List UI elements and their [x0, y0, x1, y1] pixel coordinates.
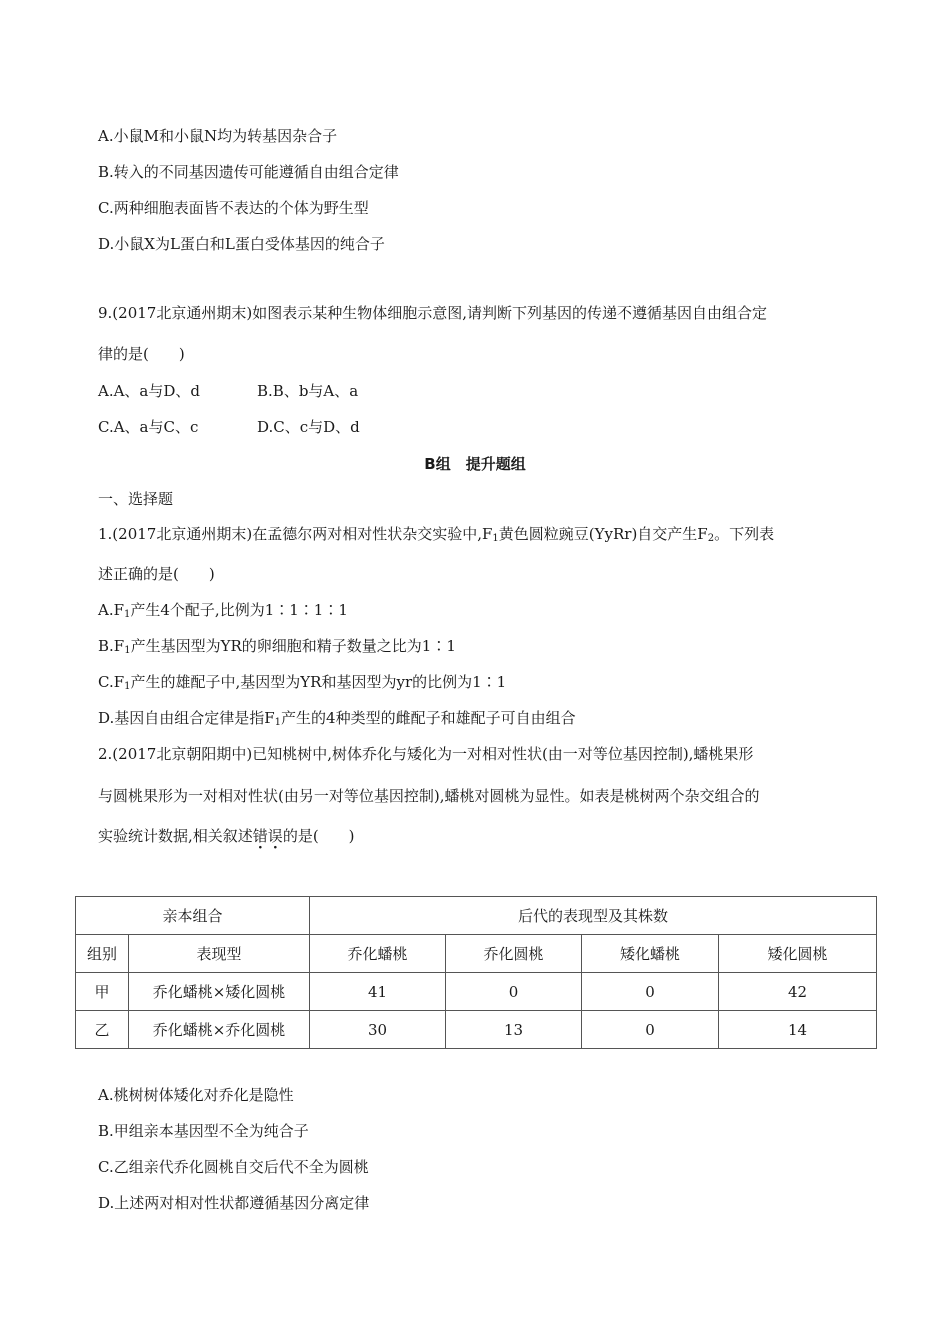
cell-count: 30 — [310, 1011, 446, 1049]
q9-option-b: B.B、b与A、a — [257, 382, 359, 400]
cell-count: 42 — [719, 973, 877, 1011]
col-offspring: 矮化蟠桃 — [582, 935, 719, 973]
cell-count: 14 — [719, 1011, 877, 1049]
q2-stem-line2: 与圆桃果形为一对相对性状(由另一对等位基因控制),蟠桃对圆桃为显性。如表是桃树两个杂交组合的 — [98, 787, 760, 805]
q2-stem-line1: 2.(2017北京朝阳期中)已知桃树中,树体乔化与矮化为一对相对性状(由一对等位基因控制),蟠桃果形 — [98, 745, 754, 763]
cell-count: 41 — [310, 973, 446, 1011]
q8-option-c: C.两种细胞表面皆不表达的个体为野生型 — [98, 199, 369, 217]
q9-option-a: A.A、a与D、d — [98, 382, 201, 400]
cell-count: 0 — [446, 973, 582, 1011]
q8-option-d: D.小鼠X为L蛋白和L蛋白受体基因的纯合子 — [98, 235, 385, 253]
q2-stem-line3: 实验统计数据,相关叙述错误的是( ) — [98, 827, 355, 845]
header-parent-combination: 亲本组合 — [76, 897, 310, 935]
col-offspring: 乔化圆桃 — [446, 935, 582, 973]
q1-stem-line2: 述正确的是( ) — [98, 565, 215, 583]
cell-group: 乙 — [76, 1011, 129, 1049]
col-offspring: 矮化圆桃 — [719, 935, 877, 973]
q1-option-c: $C.F_1$产生的雄配子中,基因型为YR和基因型为yr的比例为1∶1 — [98, 673, 507, 692]
col-phenotype: 表现型 — [129, 935, 310, 973]
col-offspring: 乔化蟠桃 — [310, 935, 446, 973]
q8-option-a: A.小鼠M和小鼠N均为转基因杂合子 — [98, 127, 338, 145]
q9-option-d: D.C、c与D、d — [257, 418, 360, 436]
q1-option-b: $B.F_1$产生基因型为YR的卵细胞和精子数量之比为1∶1 — [98, 637, 456, 656]
cell-cross: 乔化蟠桃×矮化圆桃 — [129, 973, 310, 1011]
q2-option-c: C.乙组亲代乔化圆桃自交后代不全为圆桃 — [98, 1158, 369, 1176]
cell-group: 甲 — [76, 973, 129, 1011]
q9-stem-line2: 律的是( ) — [98, 345, 185, 363]
table-row — [76, 1011, 877, 1049]
q9-stem-line1: 9.(2017北京通州期末)如图表示某种生物体细胞示意图,请判断下列基因的传递不遵循基因自由组合定 — [98, 304, 767, 322]
section-title: 一、选择题 — [98, 490, 174, 508]
emphasis-char: 错 — [252, 827, 268, 845]
q1-stem-line1: 1.(2017北京通州期末)在孟德尔两对相对性状杂交实验中$,F_1$黄色圆粒豌豆(YyRr)自交产生$F_2$。下列表 — [98, 525, 775, 544]
q8-option-b: B.转入的不同基因遗传可能遵循自由组合定律 — [98, 163, 399, 181]
cell-count: 13 — [446, 1011, 582, 1049]
group-heading: B组 提升题组 — [424, 455, 526, 473]
q1-option-d: D.基因自由组合定律是指$F_1$产生的4种类型的雌配子和雄配子可自由组合 — [98, 709, 576, 728]
q1-option-a: $A.F_1$产生4个配子,比例为1∶1∶1∶1 — [98, 601, 348, 620]
cell-count: 0 — [582, 973, 719, 1011]
emphasis-char: 误 — [267, 827, 283, 845]
cell-cross: 乔化蟠桃×乔化圆桃 — [129, 1011, 310, 1049]
header-offspring: 后代的表现型及其株数 — [310, 897, 877, 935]
q2-option-d: D.上述两对相对性状都遵循基因分离定律 — [98, 1194, 370, 1212]
table-row — [76, 973, 877, 1011]
cell-count: 0 — [582, 1011, 719, 1049]
col-group: 组别 — [76, 935, 129, 973]
cross-results-table — [75, 896, 877, 1049]
q2-option-b: B.甲组亲本基因型不全为纯合子 — [98, 1122, 309, 1140]
q9-option-c: C.A、a与C、c — [98, 418, 199, 436]
q2-option-a: A.桃树树体矮化对乔化是隐性 — [98, 1086, 294, 1104]
